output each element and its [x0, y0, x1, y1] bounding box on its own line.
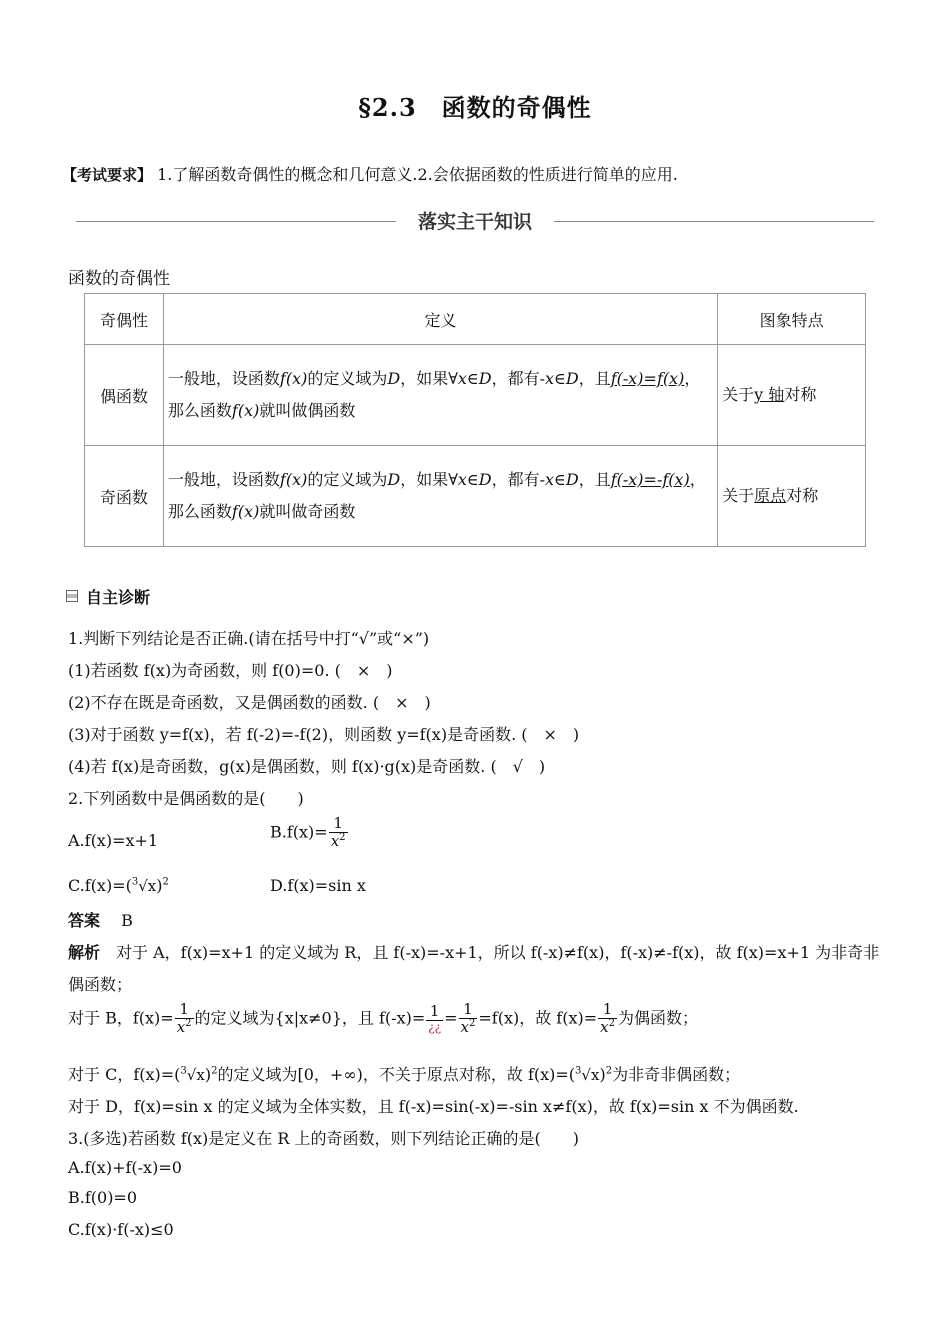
row-feature: 关于原点对称: [718, 446, 866, 547]
q2-analysis-d: 对于 D，f(x)=sin x 的定义域为全体实数，且 f(-x)=sin(-x)=-sin x≠f(x)，故 f(x)=sin x 不为偶函数.: [68, 1097, 799, 1116]
q3-option-c: C.f(x)·f(-x)≤0: [68, 1220, 174, 1239]
q2-option-a: A.f(x)=x+1: [68, 831, 159, 850]
q1-item-4: (4)若 f(x)是奇函数，g(x)是偶函数，则 f(x)·g(x)是奇函数. ( √ ): [68, 757, 546, 776]
section-subtitle: 函数的奇偶性: [68, 269, 170, 289]
header-definition: 定义: [163, 294, 717, 345]
requirement-label: 【考试要求】: [62, 166, 153, 184]
q2-analysis-b: 对于 B，f(x)= $\frac{1}{x^2}$ 的定义域为{x|x≠0}，且 f(-x)= $\frac{1}{¿¿}$ = $\frac{1}{x^2}$ =f(x)，故 f(x)= $\frac{1}{x^2}$ 为偶函数；: [68, 1000, 698, 1036]
diagnosis-heading: 自主诊断: [66, 585, 150, 608]
row-feature: 关于y 轴对称: [718, 345, 866, 446]
q1-stem: 1.判断下列结论是否正确.(请在括号中打“√”或“×”): [68, 629, 430, 648]
table-row-odd: [85, 446, 866, 547]
q2-analysis-a-cont: 偶函数；: [68, 975, 133, 994]
q1-item-1: (1)若函数 f(x)为奇函数，则 f(0)=0. ( × ): [68, 661, 393, 680]
table-row-even: [85, 345, 866, 446]
q1-item-2: (2)不存在既是奇函数，又是偶函数的函数. ( × ): [68, 693, 431, 712]
q3-option-a: A.f(x)+f(-x)=0: [68, 1158, 182, 1177]
exam-requirement: [62, 162, 678, 185]
row-name: 奇函数: [85, 446, 164, 547]
q2-stem: 2.下列函数中是偶函数的是( ): [68, 789, 304, 808]
q3-option-b: B.f(0)=0: [68, 1188, 138, 1207]
header-parity: 奇偶性: [85, 294, 164, 345]
q3-stem: 3.(多选)若函数 f(x)是定义在 R 上的奇函数，则下列结论正确的是( ): [68, 1129, 579, 1148]
row-definition: 一般地，设函数f(x)的定义域为D，如果∀x∈D，都有-x∈D，且f(-x)=-f(x)，那么函数f(x)就叫做奇函数: [163, 446, 717, 547]
q2-option-c: $C.f(x)=(^3√x)^2$: [68, 876, 169, 895]
requirement-text: 1.了解函数奇偶性的概念和几何意义.2.会依据函数的性质进行简单的应用.: [157, 165, 678, 184]
header-graph-feature: 图象特点: [718, 294, 866, 345]
row-definition: 一般地，设函数f(x)的定义域为D，如果∀x∈D，都有-x∈D，且f(-x)=f(x)，那么函数f(x)就叫做偶函数: [163, 345, 717, 446]
q2-option-d: D.f(x)=sin x: [270, 876, 366, 895]
section-banner: 落实主干知识: [417, 211, 532, 233]
q2-option-b: B.f(x)= $\frac{1}{x^2}$: [270, 814, 346, 850]
q2-analysis-a: 解析 对于 A，f(x)=x+1 的定义域为 R，且 f(-x)=-x+1，所以 f(-x)≠f(x)，f(-x)≠-f(x)，故 f(x)=x+1 为非奇非: [68, 943, 880, 962]
parity-definition-table: [84, 293, 866, 547]
section-marker-icon: [66, 590, 78, 602]
row-name: 偶函数: [85, 345, 164, 446]
q1-item-3: (3)对于函数 y=f(x)，若 f(-2)=-f(2)，则函数 y=f(x)是奇函数. ( × ): [68, 725, 580, 744]
q2-analysis-c: 对于 C，$f(x)=(^3√x)^2$的定义域为[0，+∞)，不关于原点对称，故 $f(x)=(^3√x)^2$为非奇非偶函数；: [68, 1065, 741, 1084]
q2-answer: 答案 B: [68, 911, 133, 930]
page-title: §2.3 函数的奇偶性: [358, 93, 592, 122]
